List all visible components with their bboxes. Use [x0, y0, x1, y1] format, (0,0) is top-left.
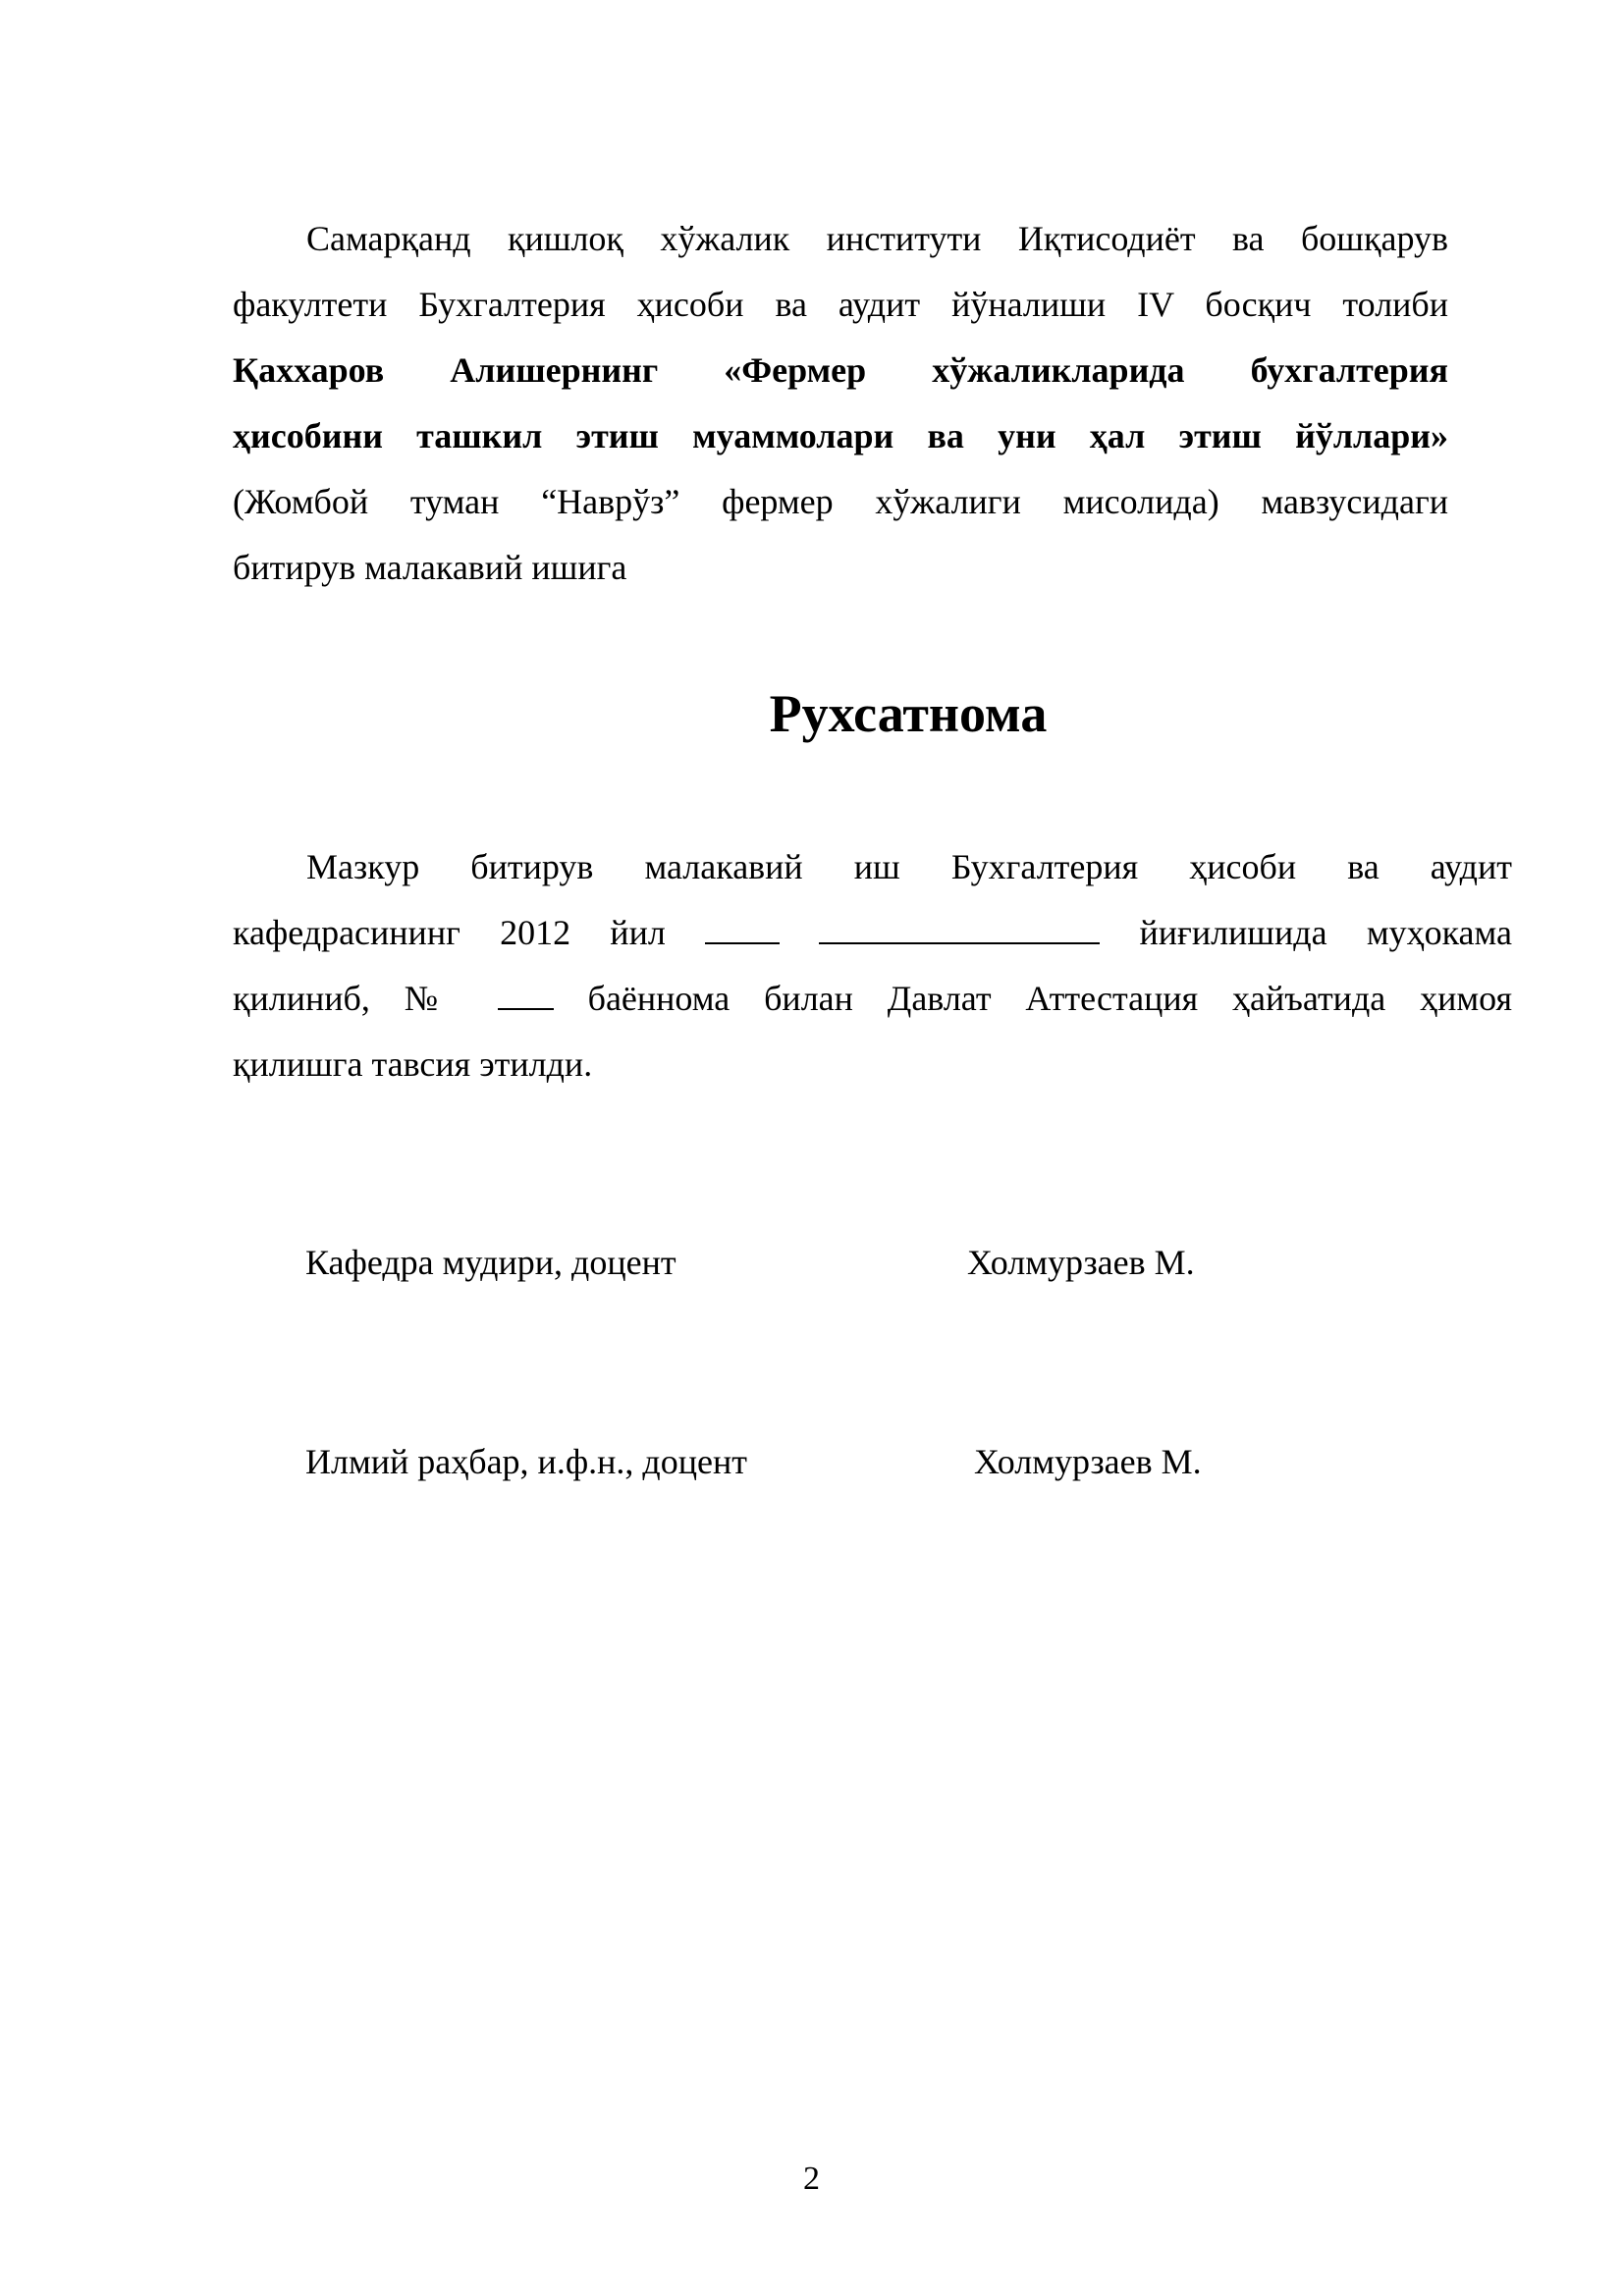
approval-paragraph: [233, 834, 1512, 1097]
advisor-title: Илмий раҳбар, и.ф.н., доцент: [305, 1442, 747, 1481]
approval-line-2-end: йиғилишида муҳокама: [1139, 913, 1513, 952]
protocol-number-blank[interactable]: [498, 979, 554, 1010]
intro-line-4: ҳисобини ташкил этиш муаммолари ва уни ҳал этиш йўллари»: [233, 416, 1448, 455]
date-month-blank[interactable]: [819, 913, 1100, 944]
approval-line-3-start: қилиниб, №: [233, 979, 463, 1018]
intro-paragraph: [233, 206, 1448, 601]
advisor-name: Холмурзаев М.: [974, 1442, 1202, 1481]
approval-line-3-end: баённома билан Давлат Аттестация ҳайъатида ҳимоя: [587, 979, 1513, 1018]
document-title: Рухсатнома: [769, 684, 1048, 743]
intro-line-2: факултети Бухгалтерия ҳисоби ва аудит йўналиши IV босқич толиби: [233, 285, 1448, 324]
approval-line-1: Мазкур битирув малакавий иш Бухгалтерия ҳисоби ва аудит: [306, 847, 1512, 886]
head-title: Кафедра мудири, доцент: [305, 1243, 676, 1282]
page-number: 2: [803, 2161, 820, 2197]
date-day-blank[interactable]: [705, 913, 780, 944]
head-name: Холмурзаев М.: [967, 1243, 1195, 1282]
intro-line-1: Самарқанд қишлоқ хўжалик институти Иқтисодиёт ва бошқарув: [306, 219, 1448, 258]
approval-line-2: [233, 900, 1512, 966]
approval-line-4: қилишга тавсия этилди.: [233, 1044, 593, 1084]
approval-line-2-start: кафедрасининг 2012 йил: [233, 913, 666, 952]
approval-line-3: [233, 966, 1512, 1032]
intro-line-5: (Жомбой туман “Наврўз” фермер хўжалиги мисолида) мавзусидаги: [233, 482, 1448, 521]
intro-line-6: битирув малакавий ишига: [233, 548, 627, 587]
intro-line-3: Қаххаров Алишернинг «Фермер хўжаликларида бухгалтерия: [233, 350, 1448, 390]
